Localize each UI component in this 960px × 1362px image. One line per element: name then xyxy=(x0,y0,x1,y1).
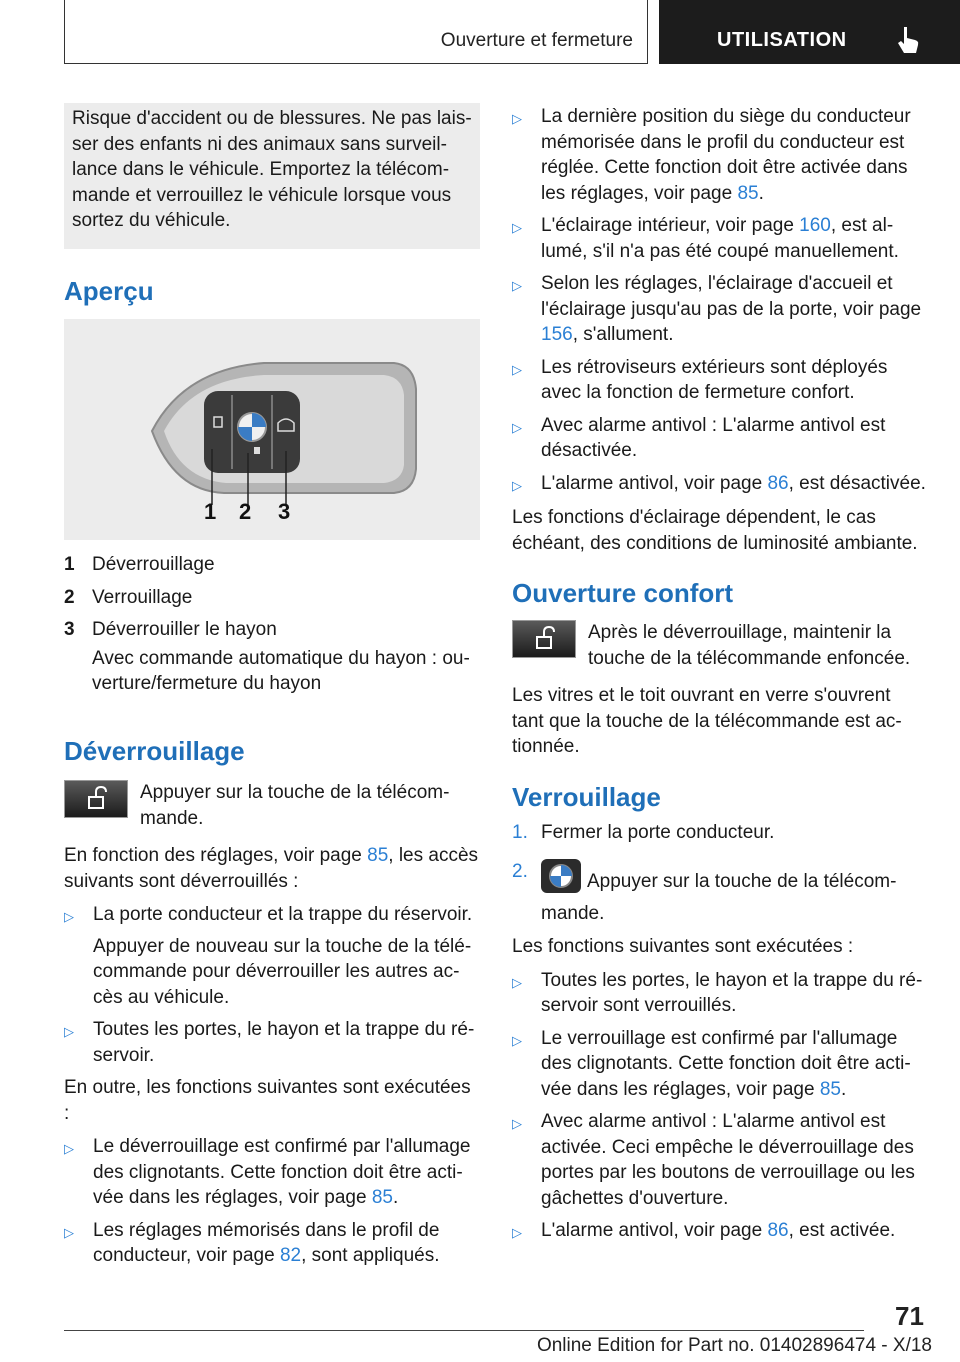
bullet-item: ▷ Avec alarme antivol : L'alarme antivol est désactivée. xyxy=(512,413,926,464)
edition-footer: Online Edition for Part no. 01402896474 - X/18 xyxy=(536,1335,932,1356)
bullet-item: ▷ La porte conducteur et la trappe du réservoir. xyxy=(64,902,480,930)
warning-text: Risque d'accident ou de blessures. Ne pas laisser des enfants ni des animaux sans surveillance dans le véhicule. Emportez la télécommande et verrouillez le véhicule lorsque vous sortez du véhicule. xyxy=(72,108,472,231)
bullet-item: ▷ Les rétroviseurs extérieurs sont déployés avec la fonction de fermeture confort. xyxy=(512,355,926,406)
legend-item xyxy=(64,585,480,611)
legend-label: Verrouillage xyxy=(92,586,193,608)
page-number: 71 xyxy=(895,1301,924,1331)
legend-label: Déverrouiller le hayon xyxy=(92,619,277,640)
page-link[interactable]: 85 xyxy=(367,845,389,866)
legend-number: 2 xyxy=(64,586,75,608)
key-fob-illustration xyxy=(64,319,480,540)
bmw-logo-icon xyxy=(541,859,581,901)
step-number: 1. xyxy=(512,821,528,843)
unlock-key-icon xyxy=(512,620,576,658)
bullet-triangle-icon: ▷ xyxy=(512,974,522,990)
overview-legend xyxy=(64,552,480,705)
header-section-box xyxy=(64,0,648,64)
warning-box xyxy=(64,103,480,249)
unlock-also: En outre, les fonctions suivantes sont exécutées : xyxy=(64,1077,471,1124)
callout-1: 1 xyxy=(204,499,217,524)
comfort-heading: Ouverture confort xyxy=(512,578,734,608)
bullet-item: ▷ L'éclairage intérieur, voir page 160, est allumé, s'il n'a pas été coupé manuellement. xyxy=(512,213,926,264)
section-title: Ouverture et fermeture xyxy=(440,30,633,51)
legend-number: 3 xyxy=(64,619,75,640)
callout-3: 3 xyxy=(278,499,291,524)
bullet-continuation: Appuyer de nouveau sur la touche de la télécommande pour déverrouiller les autres accès au véhicule. xyxy=(93,935,472,1008)
bullet-triangle-icon: ▷ xyxy=(64,1224,74,1240)
page-link[interactable]: 86 xyxy=(767,472,789,494)
legend-number: 1 xyxy=(64,554,75,575)
footer-divider xyxy=(64,1330,864,1331)
bullet-item: ▷ Le déverrouillage est confirmé par l'allumage des clignotants. Cette fonction doit être activée dans les réglages, voir page 85. xyxy=(64,1134,480,1211)
unlocking-heading: Déverrouillage xyxy=(64,736,245,766)
locking-intro: Les fonctions suivantes sont exécutées : xyxy=(512,936,854,957)
lock-glyph-icon xyxy=(254,447,260,454)
page-link[interactable]: 86 xyxy=(767,1220,789,1241)
bullet-item: ▷ L'alarme antivol, voir page 86, est activée. xyxy=(512,1218,926,1246)
unlock-instruction: Appuyer sur la touche de la télécommande. xyxy=(140,782,450,829)
chapter-tab[interactable] xyxy=(659,0,960,64)
chapter-tab-label: UTILISATION xyxy=(717,29,847,51)
lighting-note: Les fonctions d'éclairage dépendent, le cas échéant, des conditions de luminosité ambiante. xyxy=(512,507,918,554)
overview-heading: Aperçu xyxy=(64,276,154,306)
page-link[interactable]: 85 xyxy=(371,1187,393,1208)
page-link[interactable]: 160 xyxy=(799,215,831,236)
unlocking-section xyxy=(64,736,480,1276)
bullet-triangle-icon: ▷ xyxy=(512,419,522,435)
bullet-triangle-icon: ▷ xyxy=(512,111,522,126)
bullet-triangle-icon: ▷ xyxy=(512,220,522,235)
callout-2: 2 xyxy=(239,499,252,524)
unlock-intro: En fonction des réglages, voir page 85, les accès suivants sont déverrouillés : xyxy=(64,845,479,892)
comfort-text: Les vitres et le toit ouvrant en verre s'ouvrent tant que la touche de la télécommande est actionnée. xyxy=(512,685,902,757)
pointing-hand-icon xyxy=(895,25,921,60)
bullet-triangle-icon: ▷ xyxy=(512,1116,522,1131)
bullet-triangle-icon: ▷ xyxy=(512,1032,522,1048)
bullet-triangle-icon: ▷ xyxy=(512,278,522,293)
right-column xyxy=(512,104,926,1253)
legend-item xyxy=(64,617,480,643)
page-link[interactable]: 85 xyxy=(819,1078,841,1100)
step-number: 2. xyxy=(512,861,528,882)
bullet-item: ▷ L'alarme antivol, voir page 86, est désactivée. xyxy=(512,471,926,499)
legend-label: Déverrouillage xyxy=(92,554,215,575)
unlock-instruction-row xyxy=(64,780,480,831)
step-item: 1. Fermer la porte conducteur. xyxy=(512,820,926,846)
page-link[interactable]: 85 xyxy=(737,182,759,204)
bullet-triangle-icon: ▷ xyxy=(512,361,522,377)
legend-detail: Avec commande automatique du hayon : ouverture/fermeture du hayon xyxy=(92,647,470,694)
bullet-triangle-icon: ▷ xyxy=(512,477,522,493)
bullet-item: ▷ La dernière position du siège du conducteur mémorisée dans le profil du conducteur est réglée. Cette fonction doit être activée dans les réglages, voir page 85. xyxy=(512,104,926,206)
page-link[interactable]: 156 xyxy=(541,324,573,345)
bullet-item: ▷ Avec alarme antivol : L'alarme antivol est activée. Ceci empêche le déverrouillage des portes par les boutons de verrouillage ou les gâchettes d'ouverture. xyxy=(512,1109,926,1211)
unlock-key-icon xyxy=(64,780,128,818)
bullet-item: ▷ Toutes les portes, le hayon et la trappe du réservoir sont verrouillés. xyxy=(512,968,926,1019)
bullet-item: ▷ Les réglages mémorisés dans le profil de conducteur, voir page 82, sont appliqués. xyxy=(64,1218,480,1269)
bullet-triangle-icon: ▷ xyxy=(64,909,74,924)
bullet-item: ▷ Le verrouillage est confirmé par l'allumage des clignotants. Cette fonction doit être activée dans les réglages, voir page 85. xyxy=(512,1026,926,1103)
bullet-triangle-icon: ▷ xyxy=(64,1141,74,1156)
bullet-item: ▷ Selon les réglages, l'éclairage d'accueil et l'éclairage jusqu'au pas de la porte, voir page 156, s'allument. xyxy=(512,271,926,348)
overview-heading-block xyxy=(64,276,480,306)
locking-heading: Verrouillage xyxy=(512,781,661,812)
bullet-triangle-icon: ▷ xyxy=(64,1024,74,1039)
comfort-instruction: Après le déverrouillage, maintenir la touche de la télécommande enfoncée. xyxy=(588,622,911,669)
step-item: 2. Appuyer sur la touche de la télécommande. xyxy=(512,859,926,926)
comfort-instruction-row xyxy=(512,620,926,671)
bullet-item: ▷ Toutes les portes, le hayon et la trappe du réservoir. xyxy=(64,1017,480,1068)
legend-item xyxy=(64,552,480,578)
page-link[interactable]: 82 xyxy=(279,1245,302,1266)
bullet-triangle-icon: ▷ xyxy=(512,1225,522,1240)
